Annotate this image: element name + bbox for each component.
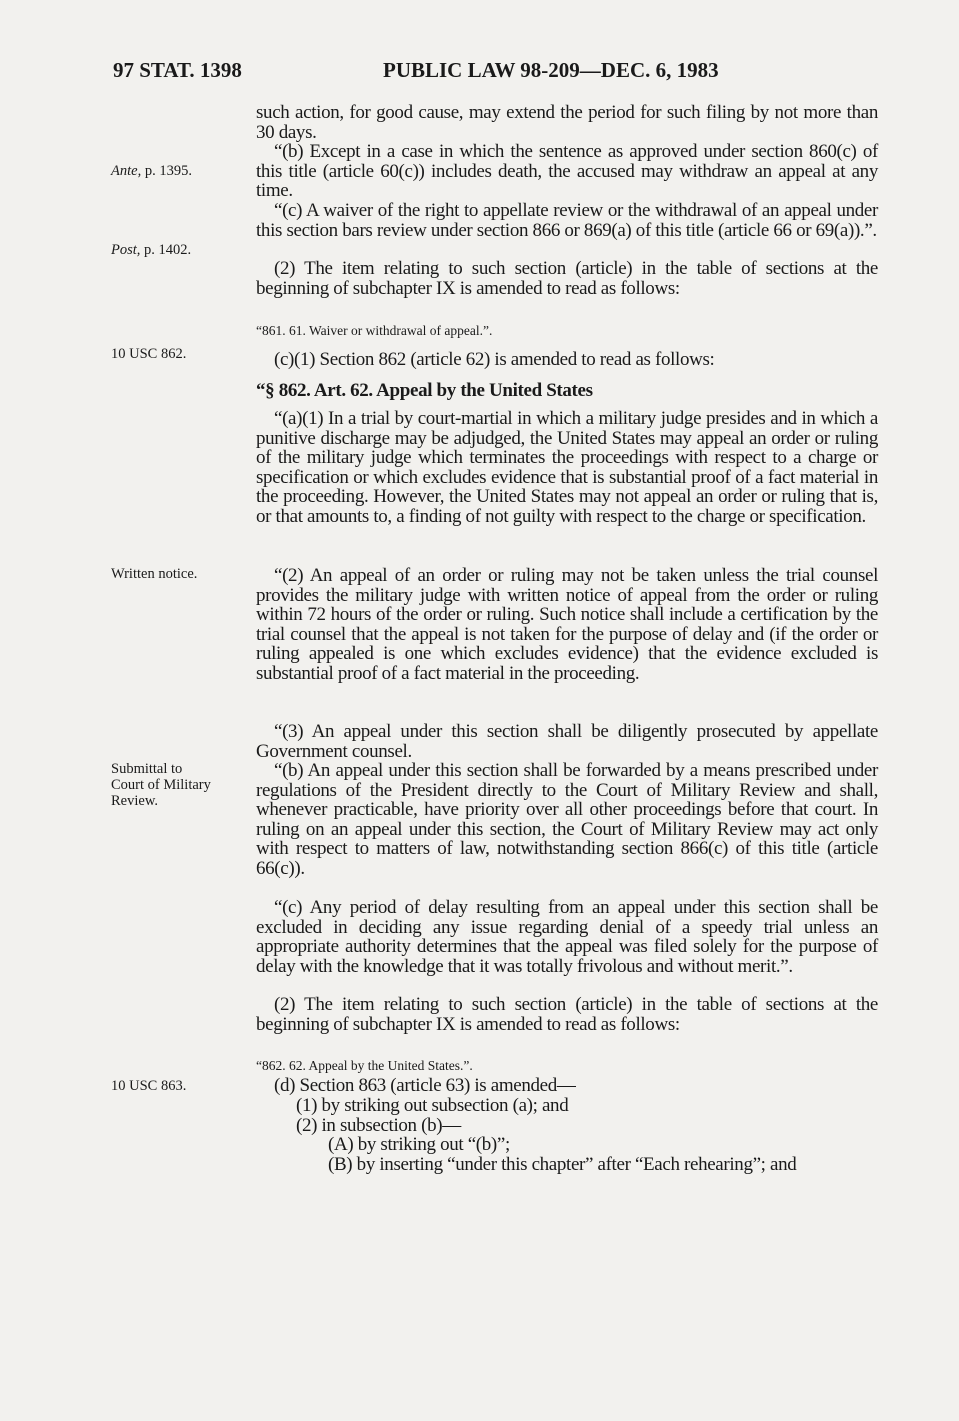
running-header: PUBLIC LAW 98-209—DEC. 6, 1983 — [383, 58, 719, 82]
margin-note-usc-863: 10 USC 863. — [111, 1078, 187, 1094]
paragraph-862-a1: “(a)(1) In a trial by court-martial in which a military judge presides and in which a punitive discharge may be adjudged, the United States may appeal an order or ruling of the military judge which terminates the proceedings with respect to a charge or specification or which excludes evidence that is substantial proof of a fact material in the proceeding. However, the United States may not appeal an order or ruling that is, or that amounts to, a finding of not guilty with respect to the charge or specification. — [256, 408, 878, 527]
table-item-861: “861. 61. Waiver or withdrawal of appeal.”. — [256, 323, 493, 338]
margin-note-ante — [111, 163, 192, 179]
paragraph-862-a3: “(3) An appeal under this section shall be diligently prosecuted by appellate Government counsel. — [256, 721, 878, 762]
section-862-heading: “§ 862. Art. 62. Appeal by the United States — [256, 380, 593, 401]
paragraph-table-amendment-862: (2) The item relating to such section (article) in the table of sections at the beginning of subchapter IX is amended to read as follows: — [256, 994, 878, 1035]
paragraph-862-b: “(b) An appeal under this section shall be forwarded by a means prescribed under regulations of the President directly to the Court of Military Review and shall, whenever practicable, have priority over all other proceedings before that court. In ruling on an appeal under this section, the Court of Military Review may act only with respect to matters of law, notwithstanding section 866(c) of this title (article 66(c)). — [256, 760, 878, 879]
margin-note-submittal-line-1: Submittal to — [111, 761, 183, 777]
paragraph-section-862-amended: (c)(1) Section 862 (article 62) is amended to read as follows: — [274, 349, 715, 370]
paragraph-862-a2: “(2) An appeal of an order or ruling may not be taken unless the trial counsel provides the military judge with written notice of appeal from the order or ruling within 72 hours of the order or ruling. Such notice shall include a certification by the trial counsel that the appeal is not taken for the purpose of delay and (if the order or ruling appealed is one which excludes evidence) that the evidence excluded is substantial proof of a fact material in the proceeding. — [256, 565, 878, 684]
margin-note-usc-862: 10 USC 862. — [111, 346, 187, 362]
stat-page-number: 97 STAT. 1398 — [113, 58, 242, 82]
paragraph-862-c: “(c) Any period of delay resulting from an appeal under this section shall be excluded in deciding any issue regarding denial of a speedy trial unless an appropriate authority determines that the appeal was filed solely for the purpose of delay with the knowledge that it was totally frivolous and without merit.”. — [256, 897, 878, 977]
margin-note-written-notice: Written notice. — [111, 566, 198, 582]
margin-note-submittal-line-2: Court of Military — [111, 777, 211, 793]
clause-863-2-A: (A) by striking out “(b)”; — [328, 1134, 510, 1155]
margin-note-ante-page: p. 1395. — [141, 163, 192, 179]
margin-note-post-word: Post, — [111, 242, 141, 258]
clause-863-2: (2) in subsection (b)— — [296, 1115, 461, 1136]
paragraph-waiver-bars-review: “(c) A waiver of the right to appellate review or the withdrawal of an appeal under this section bars review under section 866 or 869(a) of this title (article 66 or 69(a)).”. — [256, 200, 878, 241]
margin-note-submittal — [111, 761, 211, 809]
margin-note-submittal-line-3: Review. — [111, 793, 158, 809]
paragraph-section-863-amended: (d) Section 863 (article 63) is amended— — [274, 1075, 576, 1096]
paragraph-table-amendment-861: (2) The item relating to such section (article) in the table of sections at the beginning of subchapter IX is amended to read as follows: — [256, 258, 878, 299]
paragraph-withdraw-appeal: “(b) Except in a case in which the sentence as approved under section 860(c) of this title (article 60(c)) includes death, the accused may withdraw an appeal at any time. — [256, 141, 878, 202]
margin-note-post — [111, 242, 191, 258]
paragraph-filing-extension: such action, for good cause, may extend the period for such filing by not more than 30 days. — [256, 102, 878, 143]
margin-note-ante-word: Ante, — [111, 163, 142, 179]
table-item-862: “862. 62. Appeal by the United States.”. — [256, 1058, 473, 1073]
margin-note-post-page: p. 1402. — [140, 242, 192, 258]
clause-863-2-B: (B) by inserting “under this chapter” after “Each rehearing”; and — [328, 1154, 797, 1175]
clause-863-1: (1) by striking out subsection (a); and — [296, 1095, 569, 1116]
